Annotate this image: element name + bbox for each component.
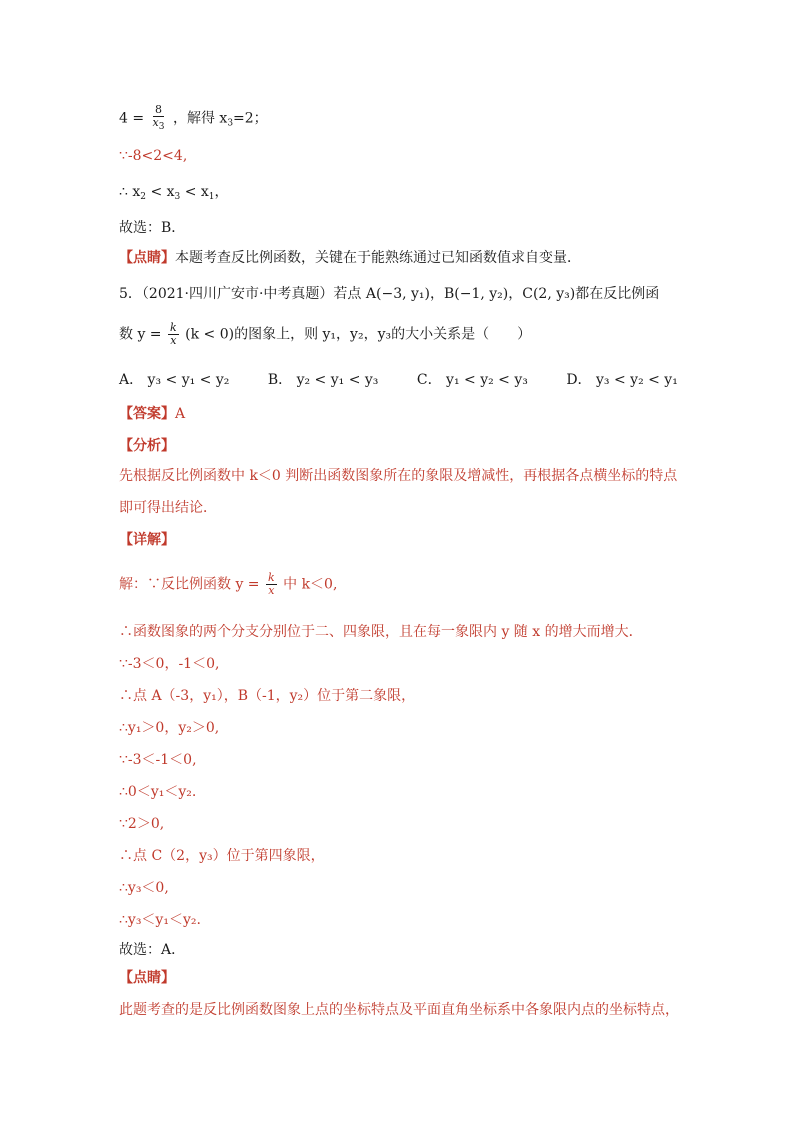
- detail-line-2: ∴函数图象的两个分支分别位于二、四象限，且在每一象限内 y 随 x 的增大而增大．: [119, 624, 643, 640]
- fraction-numerator: 8: [155, 103, 163, 116]
- answer-value: A: [175, 406, 186, 422]
- question-5-line-2: 数 y = $\frac{k}{x}$ (k < 0)的图象上，则 y₁，y₂，y₃的大小关系是（ ）: [119, 321, 532, 347]
- detail-line-11: ∴y₃＜y₁＜y₂.: [119, 912, 201, 928]
- line-because-inequality: ∵-8<2<4,: [119, 148, 188, 164]
- answer-tag: 【答案】: [119, 406, 175, 422]
- detail-line-4: ∴点 A（-3，y₁），B（-1，y₂）位于第二象限，: [119, 688, 416, 704]
- detail-line-5: ∴y₁＞0，y₂＞0,: [119, 720, 220, 736]
- analysis-line-1: 先根据反比例函数中 k＜0 判断出函数图象所在的象限及增减性，再根据各点横坐标的特点: [119, 468, 678, 484]
- line-dianjing-1: [119, 248, 581, 268]
- solve-text: ，解得 x: [172, 110, 228, 127]
- dianjing-tag: 【点睛】: [119, 250, 175, 266]
- line-therefore-order: ∴ $x_2 < x_3 < x_1$，: [119, 184, 229, 202]
- fraction-k-over-x-detail: $\frac{k}{x}$: [268, 571, 275, 597]
- dianjing-line-1: 此题考查的是反比例函数图象上点的坐标特点及平面直角坐标系中各象限内点的坐标特点，: [119, 1002, 679, 1018]
- analysis-line-2: 即可得出结论．: [119, 500, 217, 516]
- detail-line-8: ∵2＞0,: [119, 816, 165, 832]
- option-a: A． y₃ < y₁ < y₂: [119, 372, 230, 388]
- detail-line-9: ∴点 C（2，y₃）位于第四象限，: [119, 848, 325, 864]
- answer-line: [119, 404, 185, 424]
- line-solve-x3: 4 = $\frac{8}{x_3}$ ，解得 $x_3=2$；: [119, 103, 268, 132]
- detail-line-6: ∵-3＜-1＜0,: [119, 752, 197, 768]
- option-b: B． y₂ < y₁ < y₃: [267, 372, 379, 388]
- detail-line-1: 解：∵反比例函数 y = $\frac{k}{x}$ 中 k＜0,: [119, 571, 338, 597]
- question-5-options: [119, 370, 712, 390]
- dianjing-text: 本题考查反比例函数，关键在于能熟练通过已知函数值求自变量．: [175, 250, 581, 266]
- fraction-k-over-x: $\frac{k}{x}$: [170, 321, 177, 347]
- fraction-denominator: $x_3$: [152, 116, 165, 132]
- dianjing-tag-2: 【点睛】: [119, 970, 175, 986]
- option-c: C． y₁ < y₂ < y₃: [416, 372, 528, 388]
- detail-line-10: ∴y₃＜0,: [119, 880, 169, 896]
- equation-left: 4 =: [119, 110, 145, 127]
- detail-tag: 【详解】: [119, 532, 175, 548]
- detail-line-3: ∵-3＜0，-1＜0,: [119, 656, 220, 672]
- detail-line-7: ∴0＜y₁＜y₂.: [119, 784, 197, 800]
- fraction-8-over-x3: [151, 104, 167, 133]
- line-choice-b: 故选：B．: [119, 220, 186, 236]
- detail-line-12: 故选：A．: [119, 942, 186, 958]
- option-d: D． y₃ < y₂ < y₁: [566, 372, 678, 388]
- analysis-tag: 【分析】: [119, 438, 175, 454]
- question-5-line-1: 5．（2021·四川广安市·中考真题）若点 A(−3, y₁)，B(−1, y₂)，C(2, y₃)都在反比例函: [119, 286, 660, 302]
